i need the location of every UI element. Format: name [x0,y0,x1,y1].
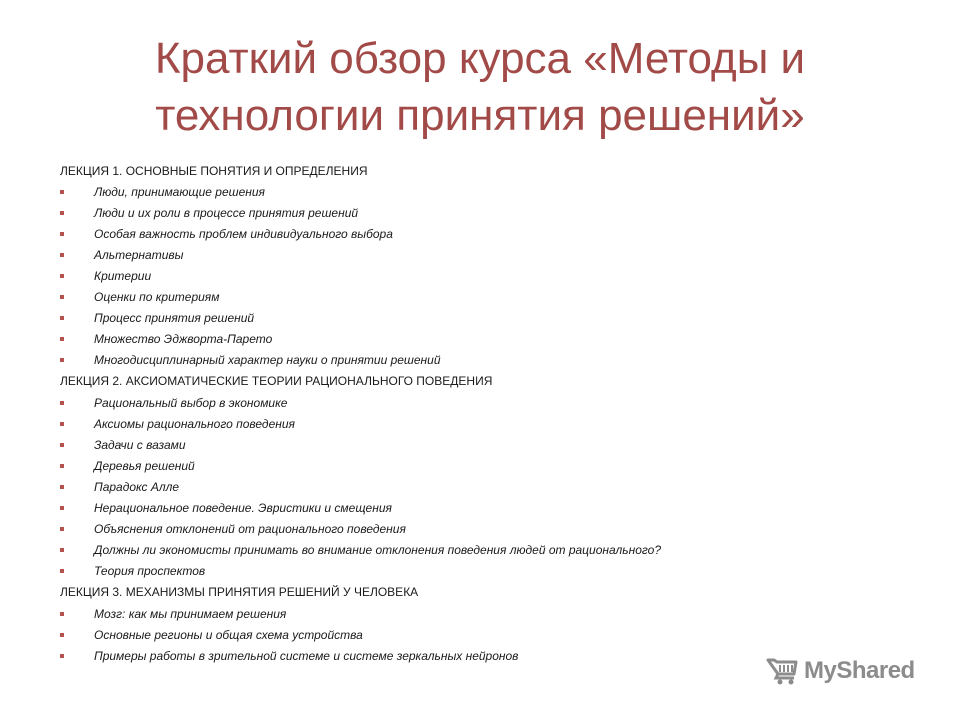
list-item: Люди, принимающие решения [58,181,858,202]
slide-title [60,30,900,144]
bullet-icon [60,337,64,341]
list-item: Мозг: как мы принимаем решения [58,603,858,624]
list-item: Критерии [58,265,858,286]
bullet-icon [60,654,64,658]
bullet-icon [60,316,64,320]
course-outline [58,160,858,666]
lecture-2-heading: ЛЕКЦИЯ 2. АКСИОМАТИЧЕСКИЕ ТЕОРИИ РАЦИОНАЛЬНОГО ПОВЕДЕНИЯ [60,374,493,389]
list-item: Особая важность проблем индивидуального выбора [58,223,858,244]
bullet-icon [60,506,64,510]
bullet-icon [60,253,64,257]
list-item: Многодисциплинарный характер науки о принятии решений [58,350,858,371]
list-item: Множество Эджворта-Парето [58,329,858,350]
list-item: Люди и их роли в процессе принятия решений [58,202,858,223]
list-item: Аксиомы рационального поведения [58,413,858,434]
slide-title-line-1: Краткий обзор курса «Методы и [154,34,806,83]
slide-title-line-2: технологии принятия решений» [155,91,805,140]
list-item: Рациональный выбор в экономике [58,392,858,413]
list-item: Деревья решений [58,455,858,476]
list-item: Задачи с вазами [58,434,858,455]
lecture-1-heading: ЛЕКЦИЯ 1. ОСНОВНЫЕ ПОНЯТИЯ И ОПРЕДЕЛЕНИЯ [60,163,368,178]
bullet-icon [60,422,64,426]
myshared-watermark [766,656,915,686]
list-item: Объяснения отклонений от рационального поведения [58,519,858,540]
bullet-icon [60,190,64,194]
list-item: Альтернативы [58,244,858,265]
list-item: Теория проспектов [58,561,858,582]
list-item: Примеры работы в зрительной системе и системе зеркальных нейронов [58,645,858,666]
list-item: Парадокс Алле [58,476,858,497]
bullet-icon [60,401,64,405]
bullet-icon [60,485,64,489]
list-item: Процесс принятия решений [58,308,858,329]
bullet-icon [60,274,64,278]
bullet-icon [60,464,64,468]
bullet-icon [60,527,64,531]
bullet-icon [60,232,64,236]
bullet-icon [60,612,64,616]
list-item: Оценки по критериям [58,287,858,308]
bullet-icon [60,443,64,447]
bullet-icon [60,548,64,552]
watermark-text: MyShared [804,657,915,684]
list-item: Должны ли экономисты принимать во внимание отклонения поведения людей от рационального? [58,540,858,561]
list-item: Основные регионы и общая схема устройства [58,624,858,645]
list-item: Нерациональное поведение. Эвристики и смещения [58,498,858,519]
bullet-icon [60,633,64,637]
bullet-icon [60,358,64,362]
bullet-icon [60,211,64,215]
bullet-icon [60,569,64,573]
shopping-cart-icon [766,656,800,686]
lecture-3-heading: ЛЕКЦИЯ 3. МЕХАНИЗМЫ ПРИНЯТИЯ РЕШЕНИЙ У ЧЕЛОВЕКА [60,585,419,600]
bullet-icon [60,295,64,299]
